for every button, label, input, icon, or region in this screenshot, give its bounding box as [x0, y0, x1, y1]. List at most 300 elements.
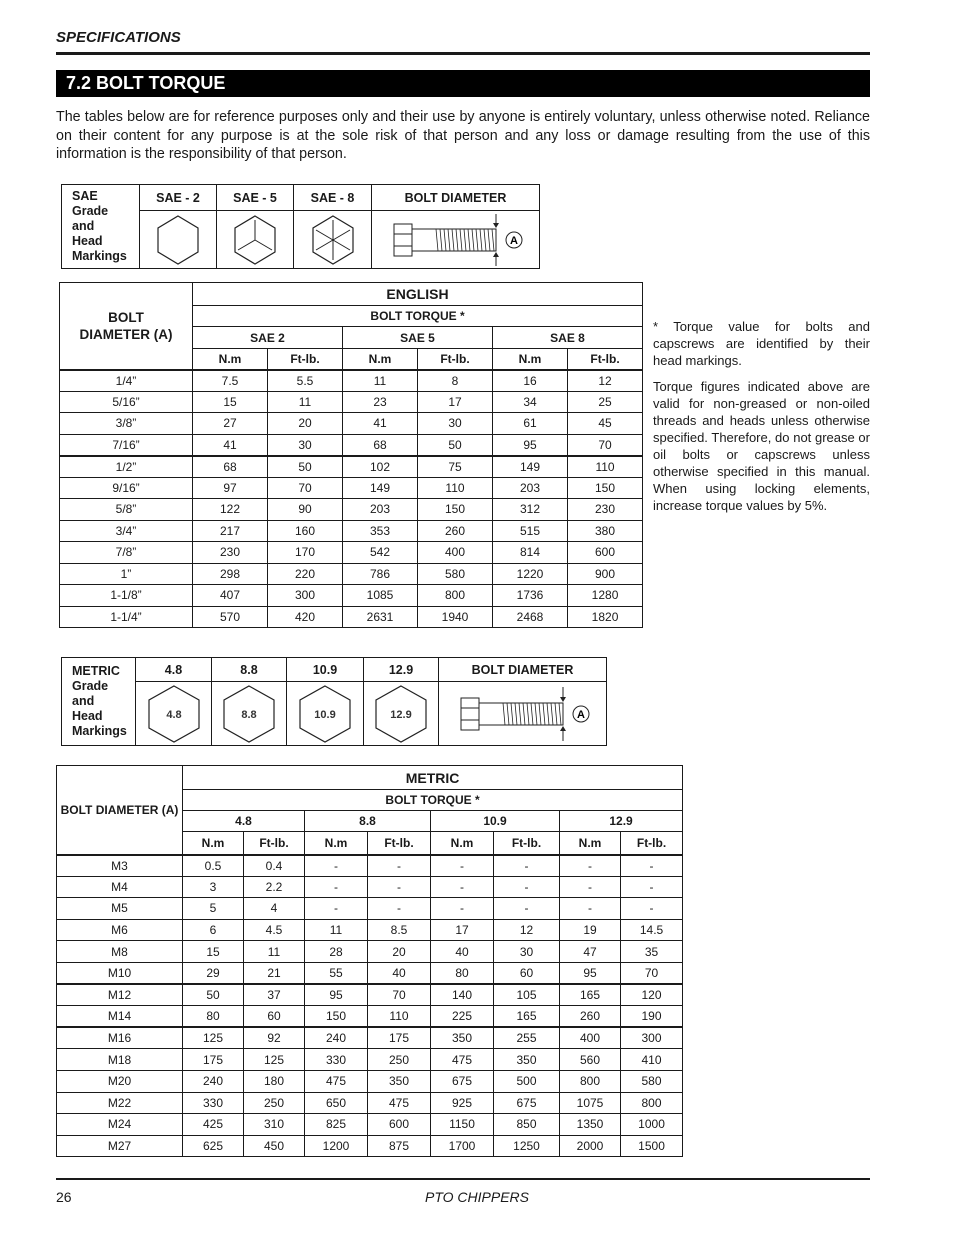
table-row [60, 520, 643, 542]
torque-value-cell: 353 [343, 520, 418, 542]
torque-value-cell: 560 [560, 1049, 621, 1071]
torque-value-cell: 850 [494, 1114, 560, 1136]
torque-value-cell: 70 [268, 477, 343, 499]
torque-value-cell: 23 [343, 391, 418, 413]
torque-value-cell: 675 [494, 1092, 560, 1114]
torque-value-cell: 95 [305, 984, 368, 1006]
unit-header: N.m [343, 349, 418, 370]
header-rule [56, 52, 870, 55]
torque-value-cell: 95 [560, 962, 621, 984]
torque-value-cell: 925 [431, 1092, 494, 1114]
bolt-diameter-cell: 1-1/4” [60, 606, 193, 628]
torque-value-cell: 2468 [493, 606, 568, 628]
torque-value-cell: 110 [568, 456, 643, 478]
bolt-diameter-cell: 5/8” [60, 499, 193, 521]
torque-value-cell: 68 [343, 434, 418, 456]
torque-value-cell: 150 [418, 499, 493, 521]
torque-value-cell: 25 [568, 391, 643, 413]
table-row [57, 1006, 683, 1028]
grade-12-9-header: 12.9 [364, 658, 439, 682]
grade-8-8-head-icon [212, 682, 287, 746]
torque-value-cell: 203 [493, 477, 568, 499]
sae2-header: SAE - 2 [140, 185, 217, 211]
svg-text:12.9: 12.9 [390, 708, 412, 721]
unit-header: Ft-lb. [494, 832, 560, 855]
torque-value-cell: 310 [244, 1114, 305, 1136]
grade-12-9-head-icon [364, 682, 439, 746]
torque-value-cell: 450 [244, 1135, 305, 1157]
bolt-diameter-cell: M16 [57, 1027, 183, 1049]
torque-value-cell: 410 [621, 1049, 683, 1071]
torque-value-cell: 41 [343, 413, 418, 435]
torque-value-cell: 8 [418, 370, 493, 392]
torque-value-cell: 60 [494, 962, 560, 984]
torque-value-cell: 407 [193, 585, 268, 607]
bolt-diameter-cell: M5 [57, 898, 183, 920]
table-row [57, 1114, 683, 1136]
torque-value-cell: 120 [621, 984, 683, 1006]
grade-header: 10.9 [431, 811, 560, 832]
bolt-diameter-diagram [439, 682, 607, 746]
torque-value-cell: 17 [431, 919, 494, 941]
unit-header: Ft-lb. [568, 349, 643, 370]
torque-value-cell: - [368, 876, 431, 898]
torque-value-cell: 580 [418, 563, 493, 585]
torque-value-cell: 80 [183, 1006, 244, 1028]
torque-value-cell: - [560, 898, 621, 920]
table-row [60, 585, 643, 607]
torque-value-cell: 140 [431, 984, 494, 1006]
torque-value-cell: 330 [305, 1049, 368, 1071]
table-row [57, 962, 683, 984]
torque-value-cell: 110 [418, 477, 493, 499]
torque-value-cell: 330 [183, 1092, 244, 1114]
torque-value-cell: 500 [494, 1070, 560, 1092]
torque-value-cell: - [560, 855, 621, 877]
unit-header: N.m [560, 832, 621, 855]
torque-value-cell: 300 [268, 585, 343, 607]
table-row [60, 434, 643, 456]
torque-value-cell: - [305, 855, 368, 877]
table-row [57, 1049, 683, 1071]
torque-value-cell: 34 [493, 391, 568, 413]
table-row [57, 898, 683, 920]
torque-value-cell: 37 [244, 984, 305, 1006]
torque-value-cell: 149 [343, 477, 418, 499]
torque-value-cell: 220 [268, 563, 343, 585]
intro-paragraph: The tables below are for reference purposes only and their use by anyone is entirely voluntary, unless otherwise noted. Reliance on their content for any purpose is at the sole risk of that person and any loss or damage resulting from the use of this information is the responsibility of that person. [56, 109, 870, 162]
torque-value-cell: 11 [244, 941, 305, 963]
torque-value-cell: 27 [193, 413, 268, 435]
torque-value-cell: 8.5 [368, 919, 431, 941]
torque-validity-note: Torque figures indicated above are valid for non-greased or non-oiled threads and heads unless otherwise specified. Therefore, do not grease or oil bolts or capscrews unless otherwise specified in this manual. When using locking elements, increase torque values by 5%. [653, 379, 870, 513]
torque-value-cell: 175 [183, 1049, 244, 1071]
unit-header: N.m [183, 832, 244, 855]
grade-8-8-header: 8.8 [212, 658, 287, 682]
table-row [60, 413, 643, 435]
torque-value-cell: 35 [621, 941, 683, 963]
torque-value-cell: 800 [621, 1092, 683, 1114]
torque-value-cell: 255 [494, 1027, 560, 1049]
torque-value-cell: 30 [268, 434, 343, 456]
torque-note: * Torque value for bolts and capscrews are identified by their head markings. [653, 319, 870, 368]
torque-value-cell: 203 [343, 499, 418, 521]
table-row [57, 855, 683, 877]
torque-value-cell: 1940 [418, 606, 493, 628]
torque-value-cell: 75 [418, 456, 493, 478]
table-row [60, 542, 643, 564]
torque-value-cell: 217 [193, 520, 268, 542]
metric-markings-table [61, 657, 607, 746]
torque-value-cell: 515 [493, 520, 568, 542]
grade-10-9-head-icon [287, 682, 364, 746]
torque-value-cell: - [305, 898, 368, 920]
torque-value-cell: 30 [494, 941, 560, 963]
torque-value-cell: 97 [193, 477, 268, 499]
bolt-diameter-cell: 1-1/8” [60, 585, 193, 607]
torque-value-cell: 2631 [343, 606, 418, 628]
diameter-callout: A [509, 234, 518, 247]
sae2-head-icon [140, 211, 217, 269]
bolt-diameter-header: BOLT DIAMETER [372, 185, 540, 211]
torque-value-cell: 149 [493, 456, 568, 478]
torque-value-cell: 4.5 [244, 919, 305, 941]
metric-system-header: METRIC [183, 766, 683, 790]
torque-value-cell: 19 [560, 919, 621, 941]
svg-text:4.8: 4.8 [165, 708, 182, 721]
torque-value-cell: 11 [305, 919, 368, 941]
torque-value-cell: 230 [193, 542, 268, 564]
torque-value-cell: 180 [244, 1070, 305, 1092]
torque-value-cell: 90 [268, 499, 343, 521]
torque-value-cell: 165 [494, 1006, 560, 1028]
torque-value-cell: 580 [621, 1070, 683, 1092]
table-row [60, 456, 643, 478]
torque-value-cell: 11 [268, 391, 343, 413]
torque-value-cell: 1350 [560, 1114, 621, 1136]
torque-value-cell: 61 [493, 413, 568, 435]
bolt-diameter-cell: 3/8” [60, 413, 193, 435]
grade-header: 8.8 [305, 811, 431, 832]
bolt-diameter-header: BOLT DIAMETER [439, 658, 607, 682]
bolt-diameter-cell: M10 [57, 962, 183, 984]
torque-value-cell: 1280 [568, 585, 643, 607]
table-row [57, 876, 683, 898]
table-row [57, 1135, 683, 1157]
torque-value-cell: 1820 [568, 606, 643, 628]
bolt-diameter-cell: M6 [57, 919, 183, 941]
table-row [57, 984, 683, 1006]
torque-value-cell: - [368, 898, 431, 920]
unit-header: N.m [493, 349, 568, 370]
sae-markings-label: SAE Grade and Head Markings [62, 185, 140, 269]
bolt-diameter-cell: 7/16” [60, 434, 193, 456]
torque-value-cell: 240 [183, 1070, 244, 1092]
table-row [60, 499, 643, 521]
unit-header: Ft-lb. [244, 832, 305, 855]
torque-value-cell: 50 [183, 984, 244, 1006]
torque-value-cell: 50 [268, 456, 343, 478]
torque-value-cell: 102 [343, 456, 418, 478]
torque-value-cell: 786 [343, 563, 418, 585]
torque-value-cell: 15 [193, 391, 268, 413]
torque-value-cell: 1736 [493, 585, 568, 607]
table-row [57, 1070, 683, 1092]
torque-value-cell: - [431, 898, 494, 920]
torque-value-cell: 16 [493, 370, 568, 392]
bolt-diameter-cell: 1” [60, 563, 193, 585]
metric-torque-header: BOLT TORQUE * [183, 790, 683, 811]
torque-value-cell: 110 [368, 1006, 431, 1028]
torque-value-cell: - [494, 898, 560, 920]
table-row [57, 941, 683, 963]
torque-value-cell: 542 [343, 542, 418, 564]
unit-header: Ft-lb. [268, 349, 343, 370]
bolt-diameter-cell: M18 [57, 1049, 183, 1071]
bolt-diameter-cell: 1/4” [60, 370, 193, 392]
torque-value-cell: 1000 [621, 1114, 683, 1136]
bolt-diameter-cell: 5/16” [60, 391, 193, 413]
grade-4-8-header: 4.8 [136, 658, 212, 682]
torque-value-cell: 14.5 [621, 919, 683, 941]
torque-value-cell: 12 [568, 370, 643, 392]
page-number: 26 [56, 1189, 72, 1205]
diameter-callout: A [576, 708, 585, 721]
torque-value-cell: 1500 [621, 1135, 683, 1157]
torque-value-cell: 5 [183, 898, 244, 920]
footer-rule [56, 1178, 870, 1180]
bolt-diameter-cell: M20 [57, 1070, 183, 1092]
torque-value-cell: 125 [244, 1049, 305, 1071]
torque-value-cell: 1085 [343, 585, 418, 607]
english-system-header: ENGLISH [193, 283, 643, 306]
torque-value-cell: 4 [244, 898, 305, 920]
torque-value-cell: 1250 [494, 1135, 560, 1157]
torque-value-cell: 40 [368, 962, 431, 984]
torque-value-cell: 350 [368, 1070, 431, 1092]
torque-value-cell: 80 [431, 962, 494, 984]
grade-header: SAE 5 [343, 327, 493, 349]
torque-value-cell: 475 [431, 1049, 494, 1071]
torque-value-cell: 300 [621, 1027, 683, 1049]
bolt-diameter-cell: 9/16” [60, 477, 193, 499]
torque-value-cell: 150 [305, 1006, 368, 1028]
torque-value-cell: 11 [343, 370, 418, 392]
grade-header: SAE 2 [193, 327, 343, 349]
torque-value-cell: 1200 [305, 1135, 368, 1157]
sae5-header: SAE - 5 [217, 185, 294, 211]
torque-value-cell: 3 [183, 876, 244, 898]
torque-value-cell: 260 [418, 520, 493, 542]
torque-value-cell: - [494, 855, 560, 877]
english-torque-table [59, 282, 643, 628]
torque-value-cell: - [305, 876, 368, 898]
torque-value-cell: 50 [418, 434, 493, 456]
torque-value-cell: 2000 [560, 1135, 621, 1157]
bolt-diameter-column-header: BOLT DIAMETER (A) [60, 283, 193, 370]
metric-markings-label: METRIC Grade and Head Markings [62, 658, 136, 746]
table-row [60, 391, 643, 413]
torque-value-cell: 92 [244, 1027, 305, 1049]
torque-value-cell: 825 [305, 1114, 368, 1136]
table-row [60, 606, 643, 628]
torque-value-cell: - [494, 876, 560, 898]
table-row [60, 563, 643, 585]
table-row [60, 370, 643, 392]
sae8-header: SAE - 8 [294, 185, 372, 211]
torque-value-cell: - [431, 855, 494, 877]
bolt-diameter-diagram [372, 211, 540, 269]
torque-value-cell: 420 [268, 606, 343, 628]
bolt-diameter-cell: M24 [57, 1114, 183, 1136]
torque-value-cell: 41 [193, 434, 268, 456]
torque-value-cell: 70 [621, 962, 683, 984]
torque-value-cell: 600 [368, 1114, 431, 1136]
unit-header: Ft-lb. [621, 832, 683, 855]
torque-value-cell: 400 [418, 542, 493, 564]
torque-value-cell: 298 [193, 563, 268, 585]
torque-value-cell: 350 [494, 1049, 560, 1071]
torque-value-cell: 475 [368, 1092, 431, 1114]
section-title: 7.2 BOLT TORQUE [56, 70, 870, 97]
torque-value-cell: 28 [305, 941, 368, 963]
bolt-diameter-cell: M8 [57, 941, 183, 963]
torque-value-cell: 1075 [560, 1092, 621, 1114]
bolt-diameter-cell: M12 [57, 984, 183, 1006]
torque-value-cell: - [621, 855, 683, 877]
torque-value-cell: 675 [431, 1070, 494, 1092]
torque-value-cell: 12 [494, 919, 560, 941]
bolt-diameter-cell: 7/8” [60, 542, 193, 564]
metric-torque-table [56, 765, 683, 1157]
torque-value-cell: 400 [560, 1027, 621, 1049]
torque-value-cell: 6 [183, 919, 244, 941]
torque-value-cell: 800 [418, 585, 493, 607]
torque-value-cell: 570 [193, 606, 268, 628]
torque-value-cell: 5.5 [268, 370, 343, 392]
torque-value-cell: 105 [494, 984, 560, 1006]
sae-markings-table [61, 184, 540, 269]
torque-value-cell: 29 [183, 962, 244, 984]
torque-value-cell: 225 [431, 1006, 494, 1028]
torque-value-cell: 230 [568, 499, 643, 521]
table-row [60, 477, 643, 499]
torque-value-cell: 800 [560, 1070, 621, 1092]
footer-title: PTO CHIPPERS [425, 1189, 529, 1205]
torque-value-cell: 425 [183, 1114, 244, 1136]
torque-value-cell: 70 [568, 434, 643, 456]
bolt-diameter-cell: M3 [57, 855, 183, 877]
unit-header: N.m [193, 349, 268, 370]
torque-value-cell: 190 [621, 1006, 683, 1028]
torque-value-cell: 70 [368, 984, 431, 1006]
torque-value-cell: 814 [493, 542, 568, 564]
torque-value-cell: 250 [244, 1092, 305, 1114]
torque-value-cell: 45 [568, 413, 643, 435]
torque-value-cell: - [431, 876, 494, 898]
torque-value-cell: 900 [568, 563, 643, 585]
bolt-diameter-column-header: BOLT DIAMETER (A) [57, 766, 183, 855]
torque-value-cell: 240 [305, 1027, 368, 1049]
svg-text:10.9: 10.9 [314, 708, 336, 721]
torque-value-cell: 15 [183, 941, 244, 963]
english-torque-header: BOLT TORQUE * [193, 306, 643, 327]
torque-value-cell: 40 [431, 941, 494, 963]
grade-header: 4.8 [183, 811, 305, 832]
unit-header: Ft-lb. [418, 349, 493, 370]
torque-value-cell: 17 [418, 391, 493, 413]
bolt-diameter-cell: 1/2” [60, 456, 193, 478]
bolt-diameter-cell: M22 [57, 1092, 183, 1114]
torque-value-cell: 60 [244, 1006, 305, 1028]
torque-value-cell: - [621, 876, 683, 898]
bolt-diameter-cell: M27 [57, 1135, 183, 1157]
torque-value-cell: - [368, 855, 431, 877]
table-row [57, 919, 683, 941]
unit-header: N.m [305, 832, 368, 855]
torque-value-cell: 875 [368, 1135, 431, 1157]
torque-value-cell: 1220 [493, 563, 568, 585]
torque-value-cell: 312 [493, 499, 568, 521]
torque-value-cell: 150 [568, 477, 643, 499]
torque-value-cell: 475 [305, 1070, 368, 1092]
bolt-diameter-cell: M14 [57, 1006, 183, 1028]
torque-value-cell: 2.2 [244, 876, 305, 898]
torque-value-cell: 165 [560, 984, 621, 1006]
torque-value-cell: 625 [183, 1135, 244, 1157]
torque-value-cell: 1150 [431, 1114, 494, 1136]
unit-header: Ft-lb. [368, 832, 431, 855]
torque-value-cell: 125 [183, 1027, 244, 1049]
torque-value-cell: 380 [568, 520, 643, 542]
torque-value-cell: 1700 [431, 1135, 494, 1157]
torque-value-cell: 30 [418, 413, 493, 435]
torque-value-cell: 170 [268, 542, 343, 564]
svg-text:8.8: 8.8 [241, 708, 257, 721]
table-row [57, 1092, 683, 1114]
page-header-title: SPECIFICATIONS [56, 29, 181, 46]
torque-value-cell: 175 [368, 1027, 431, 1049]
torque-value-cell: 600 [568, 542, 643, 564]
torque-value-cell: - [621, 898, 683, 920]
bolt-diameter-cell: 3/4” [60, 520, 193, 542]
torque-value-cell: 160 [268, 520, 343, 542]
torque-value-cell: 122 [193, 499, 268, 521]
grade-10-9-header: 10.9 [287, 658, 364, 682]
torque-value-cell: 0.4 [244, 855, 305, 877]
torque-value-cell: 47 [560, 941, 621, 963]
torque-value-cell: - [560, 876, 621, 898]
torque-value-cell: 68 [193, 456, 268, 478]
grade-4-8-head-icon [136, 682, 212, 746]
torque-value-cell: 21 [244, 962, 305, 984]
grade-header: 12.9 [560, 811, 683, 832]
torque-value-cell: 55 [305, 962, 368, 984]
torque-value-cell: 250 [368, 1049, 431, 1071]
unit-header: N.m [431, 832, 494, 855]
torque-value-cell: 95 [493, 434, 568, 456]
torque-value-cell: 0.5 [183, 855, 244, 877]
torque-value-cell: 7.5 [193, 370, 268, 392]
torque-value-cell: 350 [431, 1027, 494, 1049]
sae5-head-icon [217, 211, 294, 269]
torque-value-cell: 260 [560, 1006, 621, 1028]
grade-header: SAE 8 [493, 327, 643, 349]
table-row [57, 1027, 683, 1049]
torque-value-cell: 20 [268, 413, 343, 435]
bolt-diameter-cell: M4 [57, 876, 183, 898]
torque-value-cell: 650 [305, 1092, 368, 1114]
